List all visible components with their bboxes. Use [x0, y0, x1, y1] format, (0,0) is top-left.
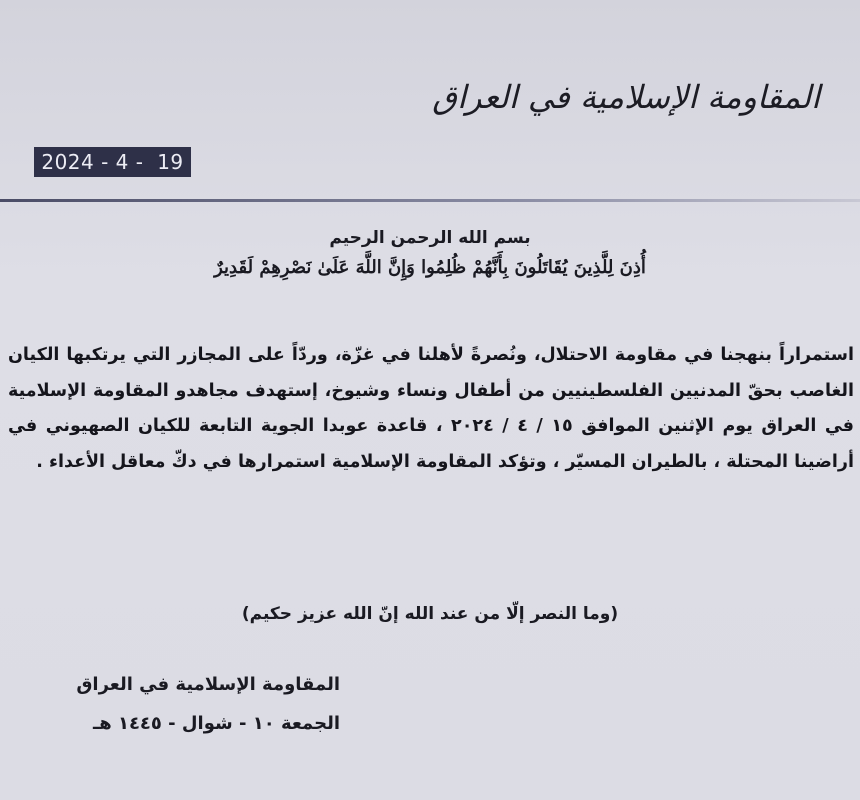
organization-title: المقاومة الإسلامية في العراق	[432, 78, 820, 116]
header-divider	[0, 199, 860, 202]
quran-verse: أُذِنَ لِلَّذِينَ يُقَاتَلُونَ بِأَنَّهُمْ ظُلِمُوا وَإِنَّ اللَّهَ عَلَىٰ نَصْرِهِمْ لَقَدِيرٌ	[214, 257, 646, 278]
signature-date: الجمعة ١٠ - شوال - ١٤٤٥ هـ	[93, 713, 340, 734]
signature-name: المقاومة الإسلامية في العراق	[76, 674, 340, 695]
closing-verse: (وما النصر إلّا من عند الله إنّ الله عزيز حكيم)	[241, 604, 619, 624]
statement-body: استمراراً بنهجنا في مقاومة الاحتلال، ونُصرةً لأهلنا في غزّة، وردّاً على المجازر التي يرتكبها الكيان الغاصب بحقّ المدنيين الفلسطينيين من أطفال ونساء وشيوخ، إستهدف مجاهدو المقاومة الإسلامية في العراق يوم الإثنين الموافق ١٥ / ٤ / ٢٠٢٤ ، قاعدة عوبدا الجوية التابعة للكيان الصهيوني في أراضينا المحتلة ، بالطيران المسيّر ، وتؤكد المقاومة الإسلامية استمرارها في دكّ معاقل الأعداء .	[8, 345, 855, 472]
date-badge: 2024 - 4 - 19	[34, 147, 191, 177]
basmala: بسم الله الرحمن الرحيم	[329, 228, 531, 248]
